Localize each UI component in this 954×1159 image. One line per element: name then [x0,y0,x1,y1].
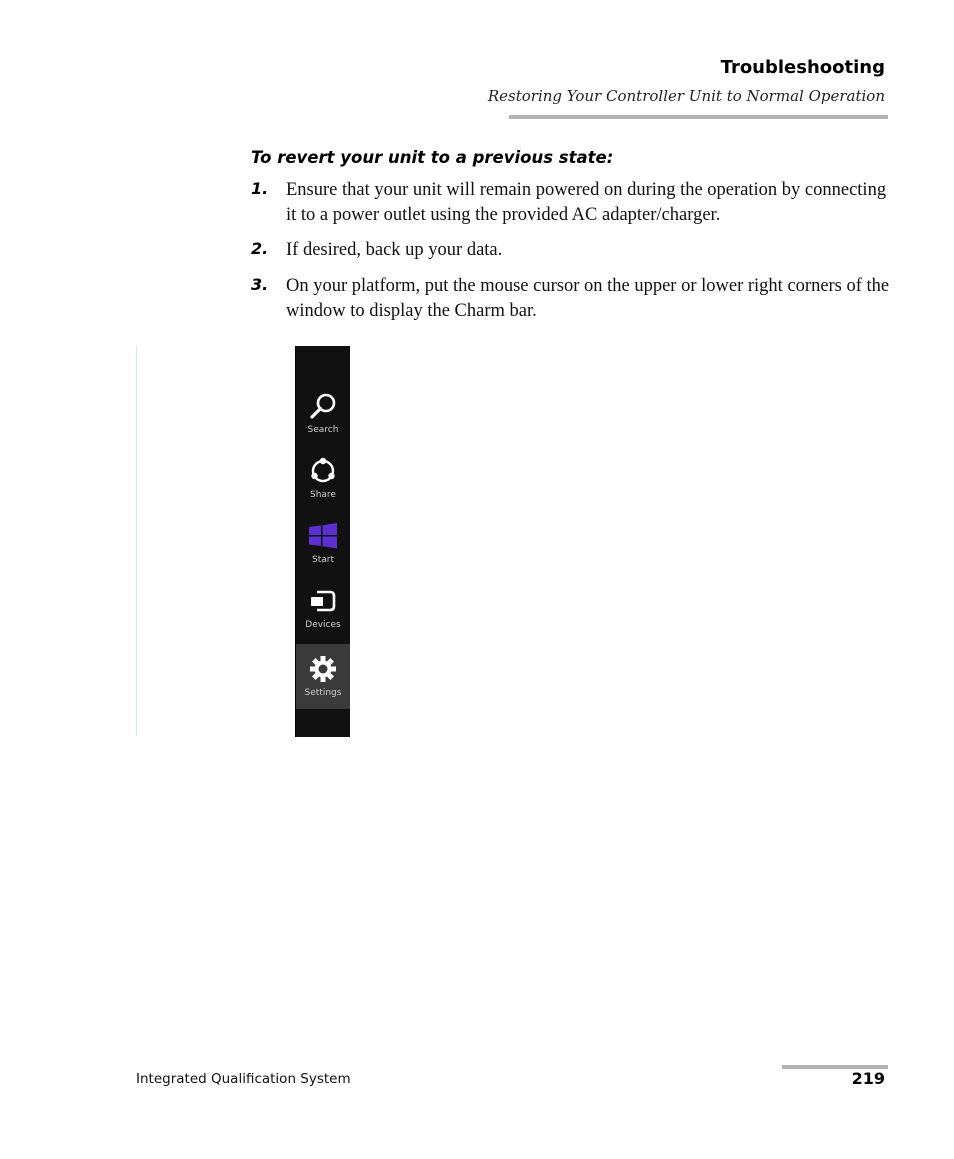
step-number: 1. [251,179,269,198]
procedure-title: To revert your unit to a previous state: [251,148,614,167]
step-text: Ensure that your unit will remain powered on during the operation by connecting it to a power outlet using the provided AC adapter/charger. [286,180,887,225]
step-number: 2. [251,239,269,258]
step-text: On your platform, put the mouse cursor on the upper or lower right corners of the window to display the Charm bar. [286,276,890,321]
header-divider [509,115,888,119]
step-number: 3. [251,275,269,294]
page-number: 219 [851,1069,885,1088]
charm-settings[interactable] [296,644,350,709]
charm-label: Devices [305,620,341,630]
header-section-title: Troubleshooting [720,57,885,78]
charm-search[interactable] [296,381,350,446]
charm-label: Search [307,425,339,435]
gear-icon [308,654,338,684]
step-text: If desired, back up your data. [286,240,503,260]
share-icon [308,456,338,486]
devices-icon [308,586,338,616]
search-icon [308,391,338,421]
charm-start[interactable] [296,511,350,576]
charm-label: Share [310,490,336,500]
charm-share[interactable] [296,446,350,511]
footer-product-name: Integrated Qualification System [136,1071,351,1087]
charm-devices[interactable] [296,576,350,641]
charm-label: Settings [304,688,342,698]
charm-label: Start [312,555,334,565]
screenshot-edge-line [136,346,137,736]
header-subsection-title: Restoring Your Controller Unit to Normal Operation [487,87,885,105]
charm-bar [295,346,350,737]
windows-logo-icon [308,521,338,551]
